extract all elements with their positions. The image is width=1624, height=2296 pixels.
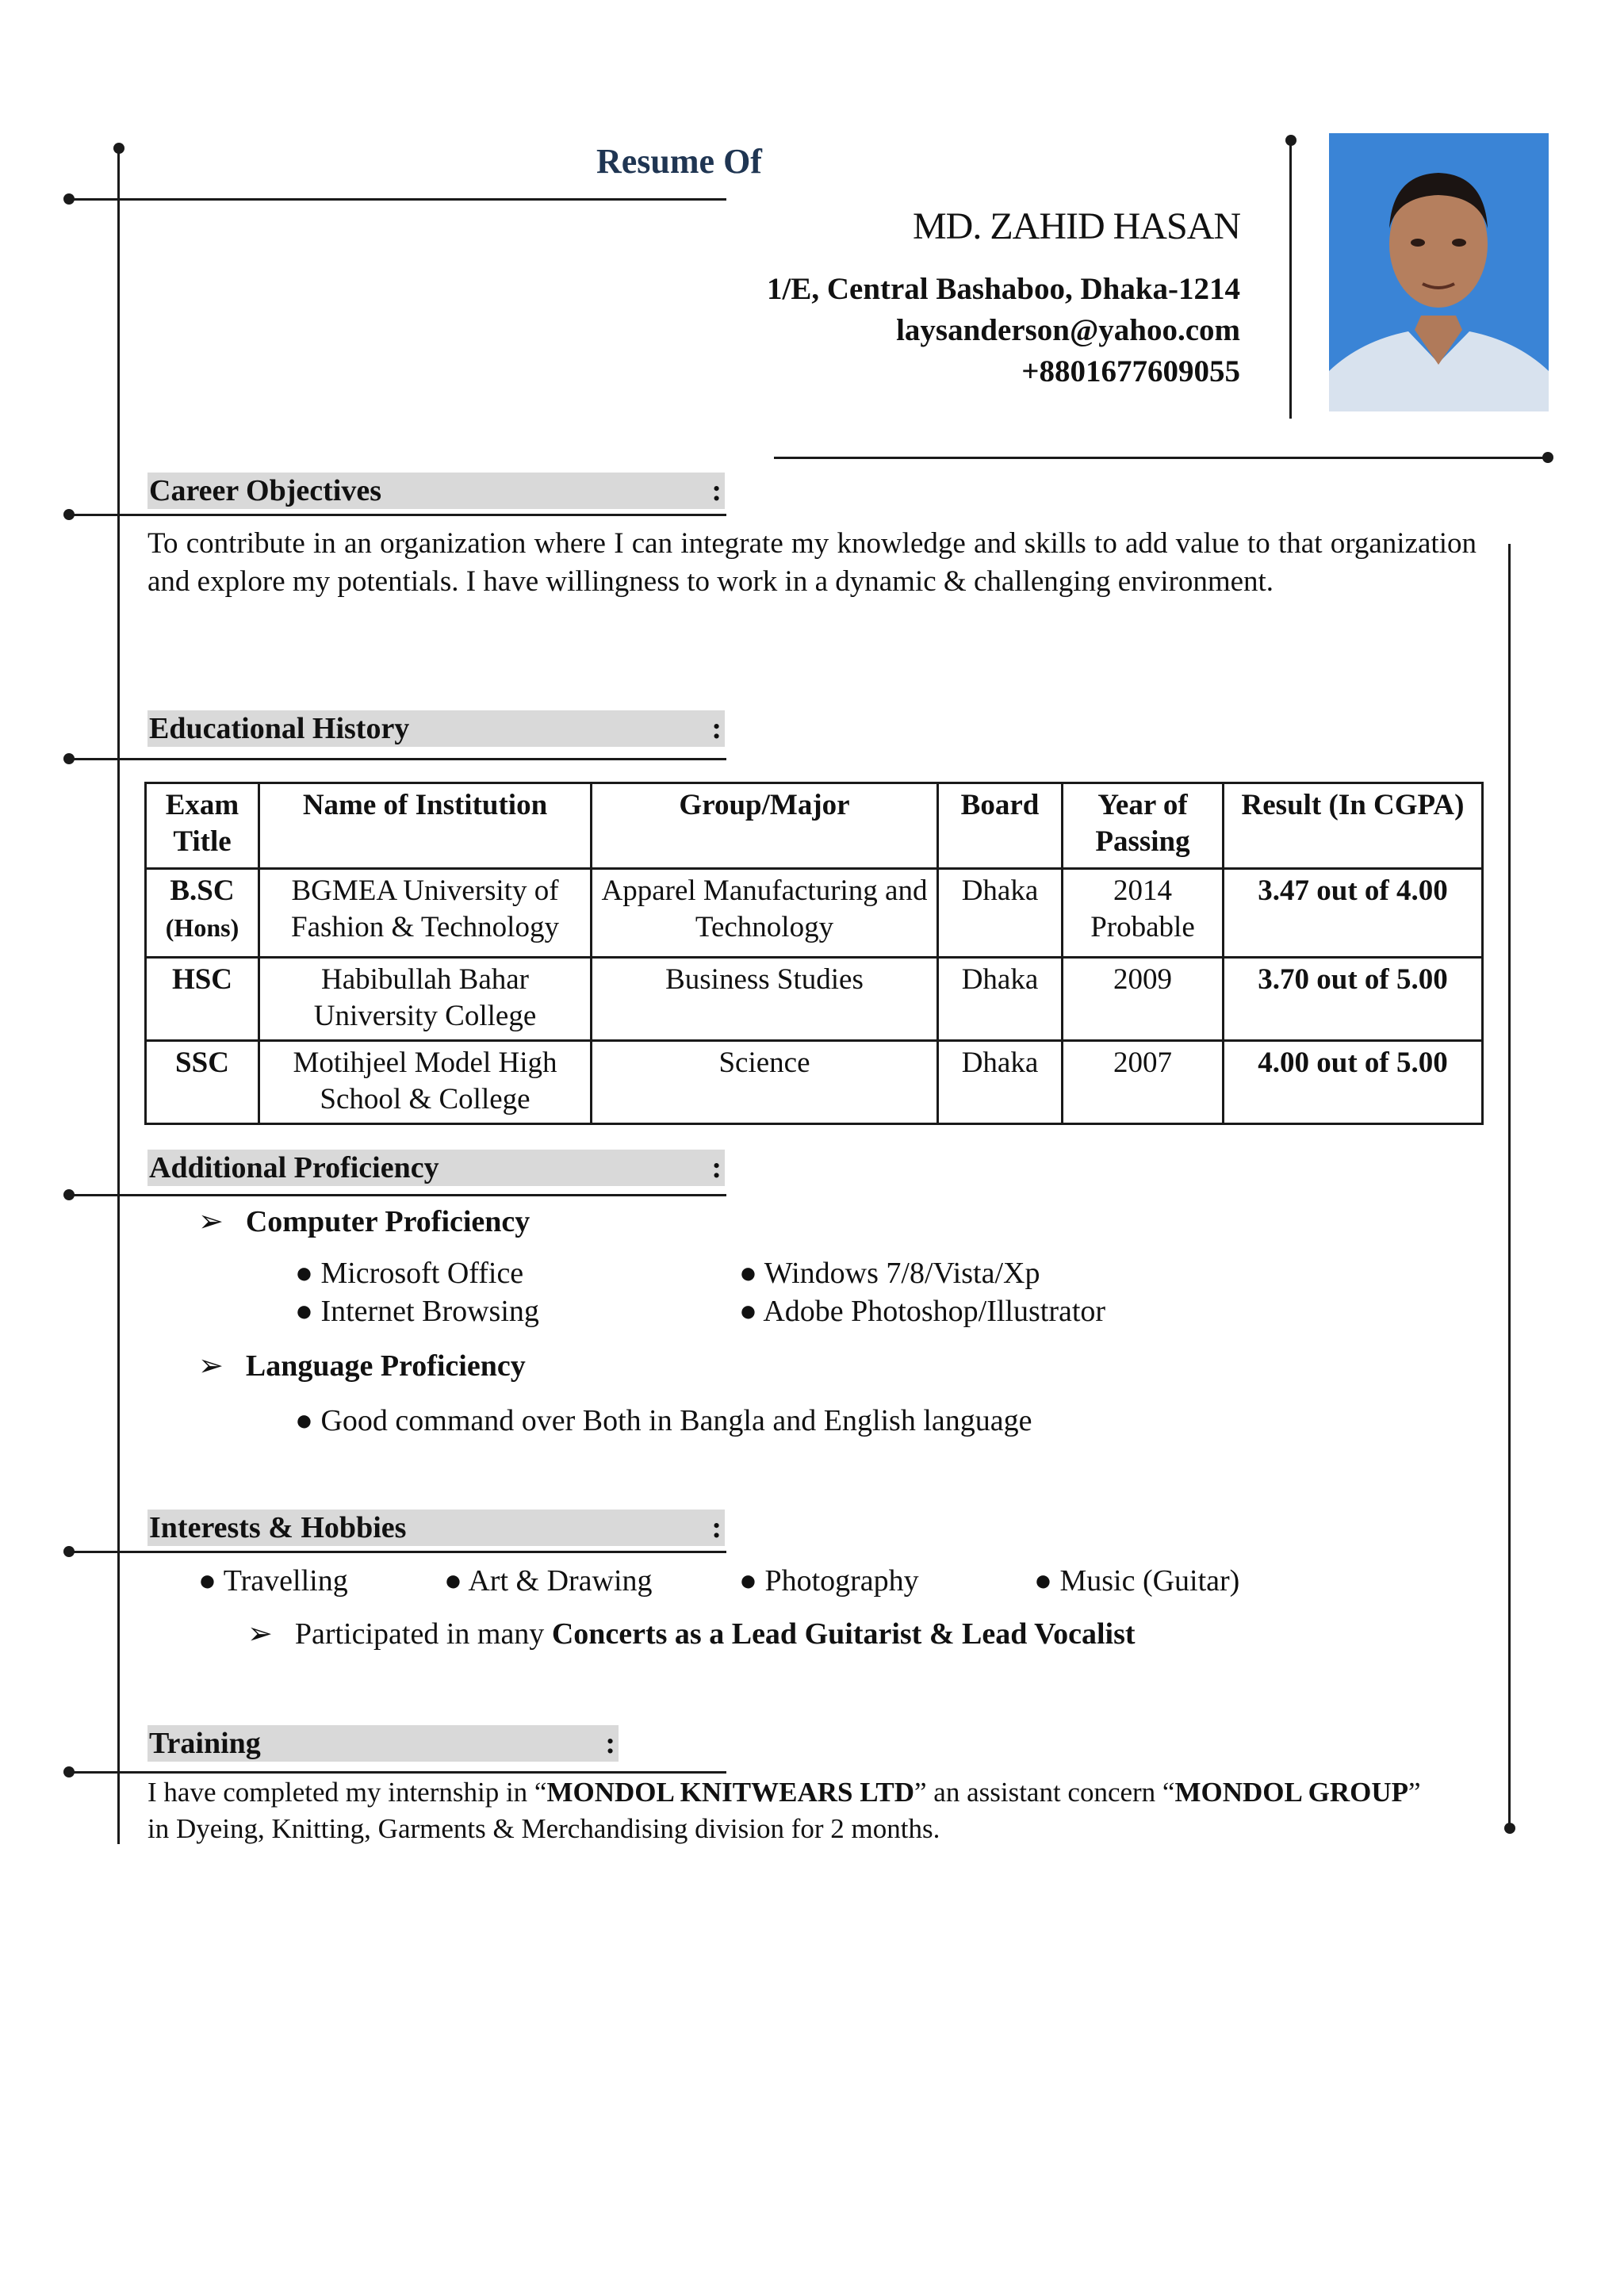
list-item: ● Music (Guitar) [1034,1564,1240,1598]
arrow-bullet-icon: ➢ [198,1205,224,1238]
rule-dot [63,753,75,764]
list-item: ● Windows 7/8/Vista/Xp [739,1257,1040,1290]
col-exam-title: Exam Title [146,783,259,869]
hobby-note [247,1616,1136,1651]
section-title: Interests & Hobbies [149,1511,407,1544]
right-vertical-rule [1508,544,1511,1823]
year-value: 2014 [1113,874,1172,907]
col-group: Group/Major [592,783,938,869]
career-objectives-text: To contribute in an organization where I can integrate my knowledge and skills to add value to that organization and explore my potentials. I have willingness to work in a dynamic & challenging environment. [147,527,1477,598]
col-institution: Name of Institution [259,783,592,869]
note-bold: Concerts as a Lead Guitarist & Lead Vocalist [551,1617,1136,1651]
rule-dot [1542,452,1553,463]
resume-of-title: Resume Of [596,142,762,181]
list-item: ● Travelling [198,1564,348,1598]
cell-result: 4.00 out of 5.00 [1224,1041,1483,1124]
list-item: ● Adobe Photoshop/Illustrator [739,1295,1106,1328]
year-note: Probable [1090,911,1195,943]
list-item: ● Photography [739,1564,919,1598]
arrow-bullet-icon: ➢ [198,1349,224,1383]
candidate-address: 1/E, Central Bashaboo, Dhaka-1214 [767,272,1240,306]
training-heading [147,1725,619,1762]
section-title: Educational History [149,712,410,745]
cell-group: Apparel Manufacturing and Technology [592,869,938,958]
cell-institution: Habibullah Bahar University College [259,958,592,1041]
exam-note: (Hons) [165,913,239,942]
heading-colon: : [711,1151,722,1184]
candidate-phone: +8801677609055 [1021,354,1240,388]
section-rule [68,514,726,516]
educational-history-heading [147,710,725,747]
group-name: MONDOL GROUP [1174,1777,1409,1808]
cell-board: Dhaka [938,1041,1063,1124]
rule-dot [1504,1823,1515,1834]
training-part: ” an assistant concern “ [914,1777,1175,1808]
exam-name: B.SC [170,874,235,907]
section-rule [68,1771,726,1774]
rule-dot [63,1189,75,1200]
table-row [146,958,1483,1041]
list-item: ● Good command over Both in Bangla and English language [295,1404,1032,1437]
col-result: Result (In CGPA) [1224,783,1483,869]
rule-dot [1285,135,1297,146]
cell-board: Dhaka [938,958,1063,1041]
training-part: I have completed my internship in “ [147,1777,547,1808]
section-title: Additional Proficiency [149,1151,439,1184]
rule-dot [63,509,75,520]
candidate-name: MD. ZAHID HASAN [913,205,1240,247]
list-item: ● Art & Drawing [444,1564,653,1598]
additional-proficiency-heading [147,1150,725,1186]
rule-dot [63,1546,75,1557]
cell-exam: SSC [146,1041,259,1124]
heading-colon: : [711,712,722,745]
left-vertical-rule [117,147,120,1844]
cell-exam [146,869,259,958]
heading-colon: : [711,474,722,507]
photo-side-rule [1289,140,1292,419]
section-rule [68,758,726,760]
section-rule [68,1194,726,1196]
col-board: Board [938,783,1063,869]
table-header-row [146,783,1483,869]
cell-result: 3.47 out of 4.00 [1224,869,1483,958]
cell-year [1063,869,1224,958]
rule-dot [113,143,124,154]
company-name: MONDOL KNITWEARS LTD [546,1777,914,1808]
cell-board: Dhaka [938,869,1063,958]
list-item: ● Microsoft Office [295,1257,524,1290]
computer-proficiency-subheading [198,1203,530,1239]
education-table [144,782,1484,1125]
section-rule [68,1551,726,1553]
cell-group: Science [592,1041,938,1124]
table-row [146,1041,1483,1124]
cell-institution: BGMEA University of Fashion & Technology [259,869,592,958]
cell-group: Business Studies [592,958,938,1041]
candidate-email: laysanderson@yahoo.com [896,313,1240,347]
rule-dot [63,1766,75,1777]
heading-colon: : [711,1511,722,1544]
cell-year: 2009 [1063,958,1224,1041]
language-proficiency-subheading [198,1348,526,1383]
profile-photo [1329,133,1549,411]
subheading-text: Language Proficiency [245,1349,526,1383]
table-row [146,869,1483,958]
subheading-text: Computer Proficiency [245,1205,530,1238]
training-part: ” in Dyeing, Knitting, Garments & Merchandising division for 2 months. [147,1777,1421,1844]
col-year: Year of Passing [1063,783,1224,869]
note-prefix: Participated in many [294,1617,552,1651]
heading-colon: : [605,1727,615,1760]
cell-result: 3.70 out of 5.00 [1224,958,1483,1041]
arrow-bullet-icon: ➢ [247,1617,273,1651]
cell-year: 2007 [1063,1041,1224,1124]
training-text [147,1774,1432,1847]
cell-institution: Motihjeel Model High School & College [259,1041,592,1124]
header-rule-right [774,457,1548,459]
rule-dot [63,193,75,205]
header-rule-left [68,198,726,201]
career-objectives-heading [147,473,725,509]
cell-exam: HSC [146,958,259,1041]
section-title: Training [149,1727,261,1760]
list-item: ● Internet Browsing [295,1295,539,1328]
section-title: Career Objectives [149,474,381,507]
interests-hobbies-heading [147,1510,725,1546]
